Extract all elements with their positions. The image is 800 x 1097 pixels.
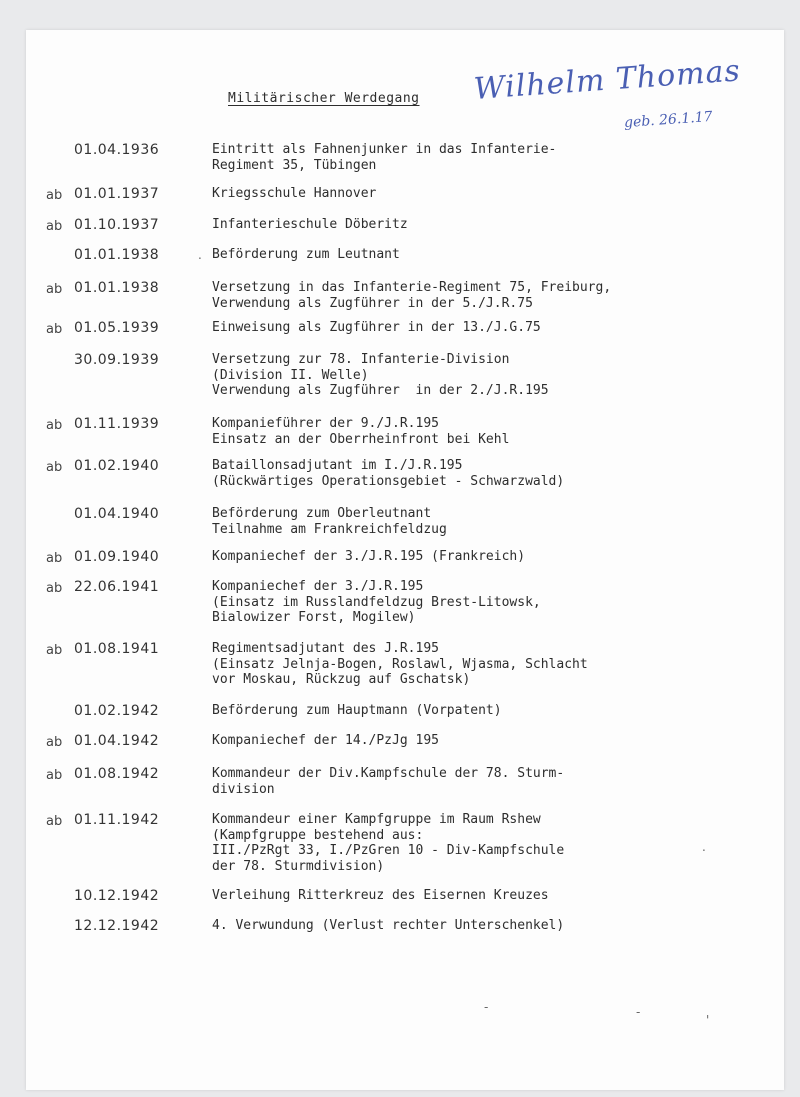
entry-description-line: (Rückwärtiges Operationsgebiet - Schwarzwald): [212, 473, 565, 489]
entry-date: 12.12.1942: [74, 918, 160, 934]
entry-description: [212, 280, 611, 311]
entry-prefix: ab: [46, 282, 63, 297]
entry-date: 01.04.1942: [74, 733, 160, 749]
stray-dot-mark: .: [702, 840, 706, 854]
entry-description-line: Beförderung zum Hauptmann (Vorpatent): [212, 703, 502, 718]
entry-prefix: ab: [46, 735, 63, 750]
entry-description: [212, 641, 588, 688]
entry-description-line: Verleihung Ritterkreuz des Eisernen Kreuzes: [212, 888, 549, 903]
entry-description: [212, 812, 564, 874]
entry-date: 01.04.1940: [74, 506, 160, 522]
entry-description-line: Teilnahme am Frankreichfeldzug: [212, 521, 447, 537]
entry-description-line: Verwendung als Zugführer in der 5./J.R.75: [212, 295, 533, 311]
entry-description-line: Beförderung zum Leutnant: [212, 247, 400, 262]
entry-description: [212, 247, 400, 263]
entry-date: 01.01.1937: [74, 186, 160, 202]
stray-dash-mark: -: [636, 1005, 641, 1019]
entry-description-line: 4. Verwundung (Verlust rechter Unterschenkel): [212, 918, 565, 933]
entry-description-line: Eintritt als Fahnenjunker in das Infanterie-: [212, 142, 557, 157]
entry-date: 01.08.1941: [74, 641, 160, 657]
entry-date: 01.01.1938: [74, 247, 160, 263]
entry-description-line: Kompaniechef der 14./PzJg 195: [212, 733, 439, 748]
stray-tick-mark: ': [706, 1013, 710, 1027]
entry-prefix: ab: [46, 188, 63, 203]
entry-description: [212, 506, 447, 537]
entry-prefix: ab: [46, 322, 63, 337]
entry-prefix: ab: [46, 643, 63, 658]
entry-description: [212, 352, 549, 399]
entry-description-line: Bataillonsadjutant im I./J.R.195: [212, 458, 463, 473]
entry-description: [212, 888, 549, 904]
entry-description-line: Versetzung zur 78. Infanterie-Division: [212, 352, 510, 367]
entry-description-line: (Einsatz Jelnja-Bogen, Roslawl, Wjasma, Schlacht: [212, 656, 588, 672]
entry-description: [212, 579, 541, 626]
entry-description: [212, 549, 525, 565]
entry-description: [212, 918, 564, 934]
entry-description-line: Kompaniechef der 3./J.R.195 (Frankreich): [212, 549, 526, 564]
entry-description: [212, 733, 439, 749]
entry-description-line: division: [212, 781, 275, 797]
entry-prefix: ab: [46, 581, 63, 596]
entry-description-line: Kompanieführer der 9./J.R.195: [212, 416, 439, 431]
entry-description: [212, 703, 502, 719]
entry-description-line: Kompaniechef der 3./J.R.195: [212, 579, 424, 594]
entry-description-line: Beförderung zum Oberleutnant: [212, 506, 432, 521]
entry-date: 01.10.1937: [74, 217, 160, 233]
handwritten-signature-name: Wilhelm Thomas: [472, 53, 742, 107]
entry-date: 01.09.1940: [74, 549, 160, 565]
entry-description-line: Einweisung als Zugführer in der 13./J.G.75: [212, 320, 541, 335]
entry-description-line: Infanterieschule Döberitz: [212, 217, 408, 232]
entry-prefix: ab: [46, 460, 63, 475]
entry-description: [212, 320, 541, 336]
entry-description: [212, 766, 564, 797]
entry-description: [212, 416, 509, 447]
entry-prefix: ab: [46, 551, 63, 566]
entry-description: [212, 458, 564, 489]
entry-description-line: vor Moskau, Rückzug auf Gschatsk): [212, 672, 471, 687]
entry-description-line: III./PzRgt 33, I./PzGren 10 - Div-Kampfschule: [212, 843, 565, 858]
entry-date: 01.11.1942: [74, 812, 160, 828]
entry-description-line: Kommandeur einer Kampfgruppe im Raum Rshew: [212, 812, 541, 827]
entry-date: 22.06.1941: [74, 579, 160, 595]
document-heading: Militärischer Werdegang: [228, 91, 420, 106]
entry-date: 01.01.1938: [74, 280, 160, 296]
stray-dot-mark: .: [198, 248, 202, 262]
entry-date: 30.09.1939: [74, 352, 160, 368]
entry-description: [212, 142, 556, 173]
entry-description-line: Regimentsadjutant des J.R.195: [212, 641, 439, 656]
entry-date: 10.12.1942: [74, 888, 160, 904]
entry-description: [212, 217, 408, 233]
entry-description-line: Bialowizer Forst, Mogilew): [212, 610, 416, 625]
entry-date: 01.04.1936: [74, 142, 160, 158]
entry-description-line: Kommandeur der Div.Kampfschule der 78. Sturm-: [212, 766, 565, 781]
entry-prefix: ab: [46, 418, 63, 433]
entry-prefix: ab: [46, 219, 63, 234]
entry-description-line: (Division II. Welle): [212, 367, 369, 383]
entry-prefix: ab: [46, 768, 63, 783]
entry-description-line: Kriegsschule Hannover: [212, 186, 377, 201]
entry-description-line: Einsatz an der Oberrheinfront bei Kehl: [212, 431, 510, 447]
entry-description-line: (Einsatz im Russlandfeldzug Brest-Litowsk,: [212, 594, 541, 610]
entry-description-line: der 78. Sturmdivision): [212, 858, 385, 874]
entry-description-line: Regiment 35, Tübingen: [212, 157, 377, 173]
entry-date: 01.05.1939: [74, 320, 160, 336]
entry-prefix: ab: [46, 814, 63, 829]
entry-description-line: Versetzung in das Infanterie-Regiment 75, Freiburg,: [212, 280, 612, 295]
entry-date: 01.02.1940: [74, 458, 160, 474]
entry-description: [212, 186, 376, 202]
entry-description-line: Verwendung als Zugführer in der 2./J.R.195: [212, 383, 549, 398]
entry-date: 01.11.1939: [74, 416, 160, 432]
stray-dash-mark: -: [484, 1000, 489, 1014]
document-page: [26, 30, 784, 1090]
entry-date: 01.08.1942: [74, 766, 160, 782]
entry-description-line: (Kampfgruppe bestehend aus:: [212, 827, 424, 843]
handwritten-birth-note: geb. 26.1.17: [623, 108, 713, 132]
entry-date: 01.02.1942: [74, 703, 160, 719]
